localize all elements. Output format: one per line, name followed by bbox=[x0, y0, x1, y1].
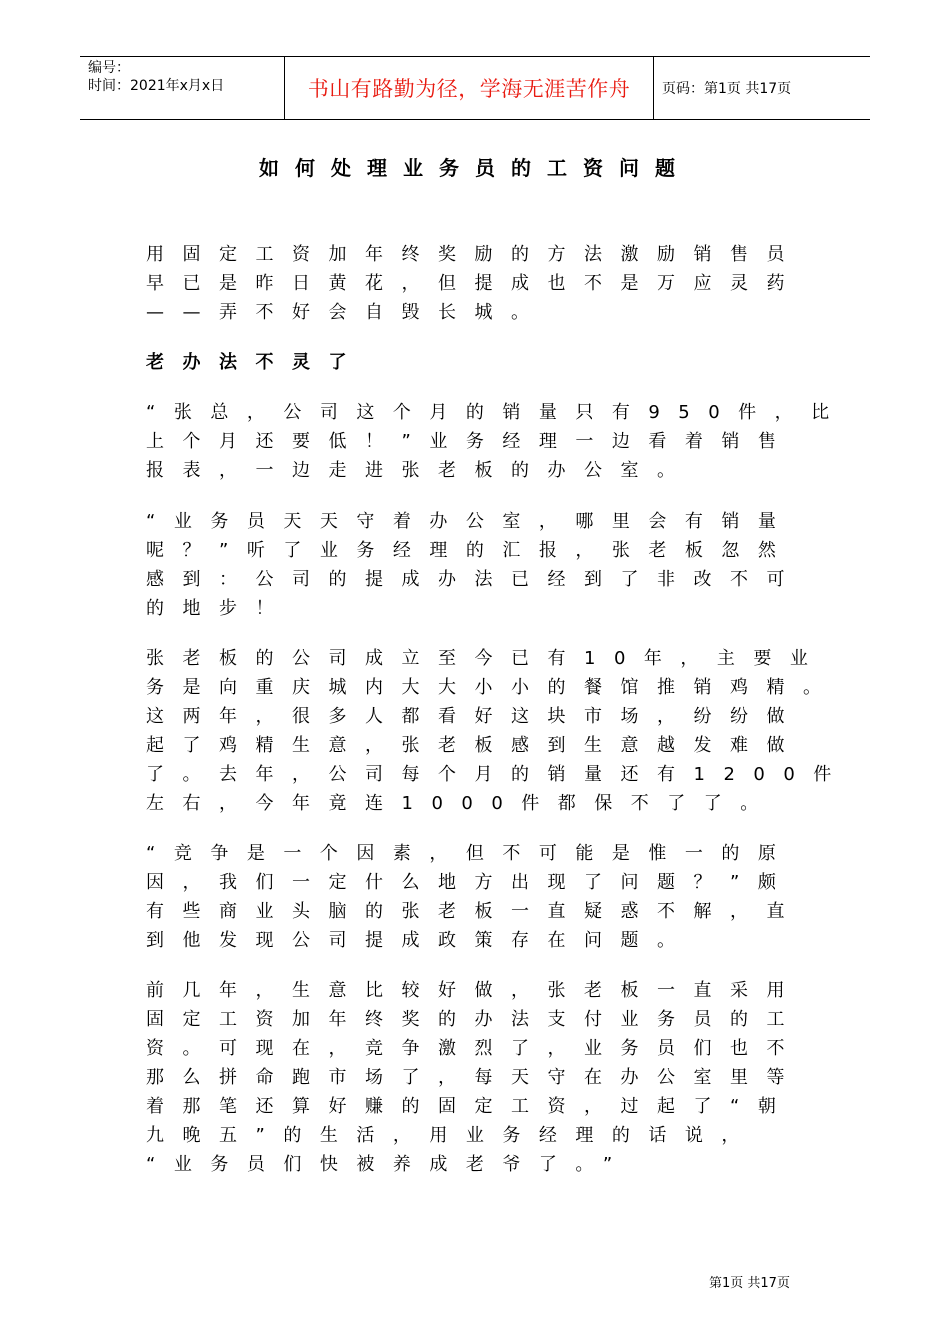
intro-paragraph bbox=[146, 240, 803, 327]
document-title: 如何处理业务员的工资问题 bbox=[259, 156, 691, 180]
text-line: “业务员天天守着办公室，哪里会有销量 bbox=[146, 511, 795, 532]
section-heading-text: 老办法不灵了 bbox=[146, 352, 365, 373]
page-footer: 第1页 共17页 bbox=[709, 1276, 790, 1291]
text-line: 用固定工资加年终奖励的方法激励销售员 bbox=[146, 244, 803, 265]
text-line: 左右，今年竟连1000件都保不了了。 bbox=[146, 793, 777, 814]
text-line: 固定工资加年终奖的办法支付业务员的工 bbox=[146, 1009, 803, 1030]
body-paragraph bbox=[146, 507, 803, 623]
text-line: 因，我们一定什么地方出现了问题？”颇 bbox=[146, 872, 795, 893]
body-paragraph bbox=[146, 398, 848, 485]
text-line: “张总，公司这个月的销量只有950件，比 bbox=[146, 402, 848, 423]
text-line: 这两年，很多人都看好这块市场，纷纷做 bbox=[146, 706, 803, 727]
document-header bbox=[80, 56, 870, 120]
document-time-label: 时间：2021年x月x日 bbox=[88, 78, 225, 94]
text-line: 前几年，生意比较好做，张老板一直采用 bbox=[146, 980, 803, 1001]
body-paragraph bbox=[146, 839, 803, 955]
document-number-label: 编号： bbox=[88, 60, 130, 76]
text-line: 到他发现公司提成政策存在问题。 bbox=[146, 930, 694, 951]
text-line: 着那笔还算好赚的固定工资，过起了“朝 bbox=[146, 1096, 795, 1117]
text-line: 那么拼命跑市场了，每天守在办公室里等 bbox=[146, 1067, 803, 1088]
text-line: “竞争是一个因素，但不可能是惟一的原 bbox=[146, 843, 795, 864]
text-line: 上个月还要低！”业务经理一边看着销售 bbox=[146, 431, 795, 452]
text-line: 报表，一边走进张老板的办公室。 bbox=[146, 460, 694, 481]
text-line: 九晚五”的生活，用业务经理的话说， bbox=[146, 1125, 758, 1146]
text-line: 有些商业头脑的张老板一直疑惑不解，直 bbox=[146, 901, 803, 922]
body-paragraph bbox=[146, 644, 850, 818]
text-line: 感到：公司的提成办法已经到了非改不可 bbox=[146, 569, 803, 590]
text-line: 资。可现在，竞争激烈了，业务员们也不 bbox=[146, 1038, 803, 1059]
text-line: 起了鸡精生意，张老板感到生意越发难做 bbox=[146, 735, 803, 756]
text-line: 张老板的公司成立至今已有10年，主要业 bbox=[146, 648, 827, 669]
text-line: ——弄不好会自毁长城。 bbox=[146, 302, 548, 323]
header-motto: 书山有路勤为径，学海无涯苦作舟 bbox=[284, 57, 654, 119]
text-line: “业务员们快被养成老爷了。” bbox=[146, 1154, 631, 1175]
text-line: 了。去年，公司每个月的销量还有1200件 bbox=[146, 764, 850, 785]
header-page-info: 页码：第1页 共17页 bbox=[662, 81, 792, 97]
text-line: 务是向重庆城内大大小小的餐馆推销鸡精。 bbox=[146, 677, 840, 698]
body-paragraph bbox=[146, 976, 803, 1179]
text-line: 早已是昨日黄花，但提成也不是万应灵药 bbox=[146, 273, 803, 294]
text-line: 的地步！ bbox=[146, 598, 292, 619]
section-heading bbox=[146, 348, 796, 377]
header-meta bbox=[88, 59, 284, 95]
text-line: 呢？”听了业务经理的汇报，张老板忽然 bbox=[146, 540, 795, 561]
